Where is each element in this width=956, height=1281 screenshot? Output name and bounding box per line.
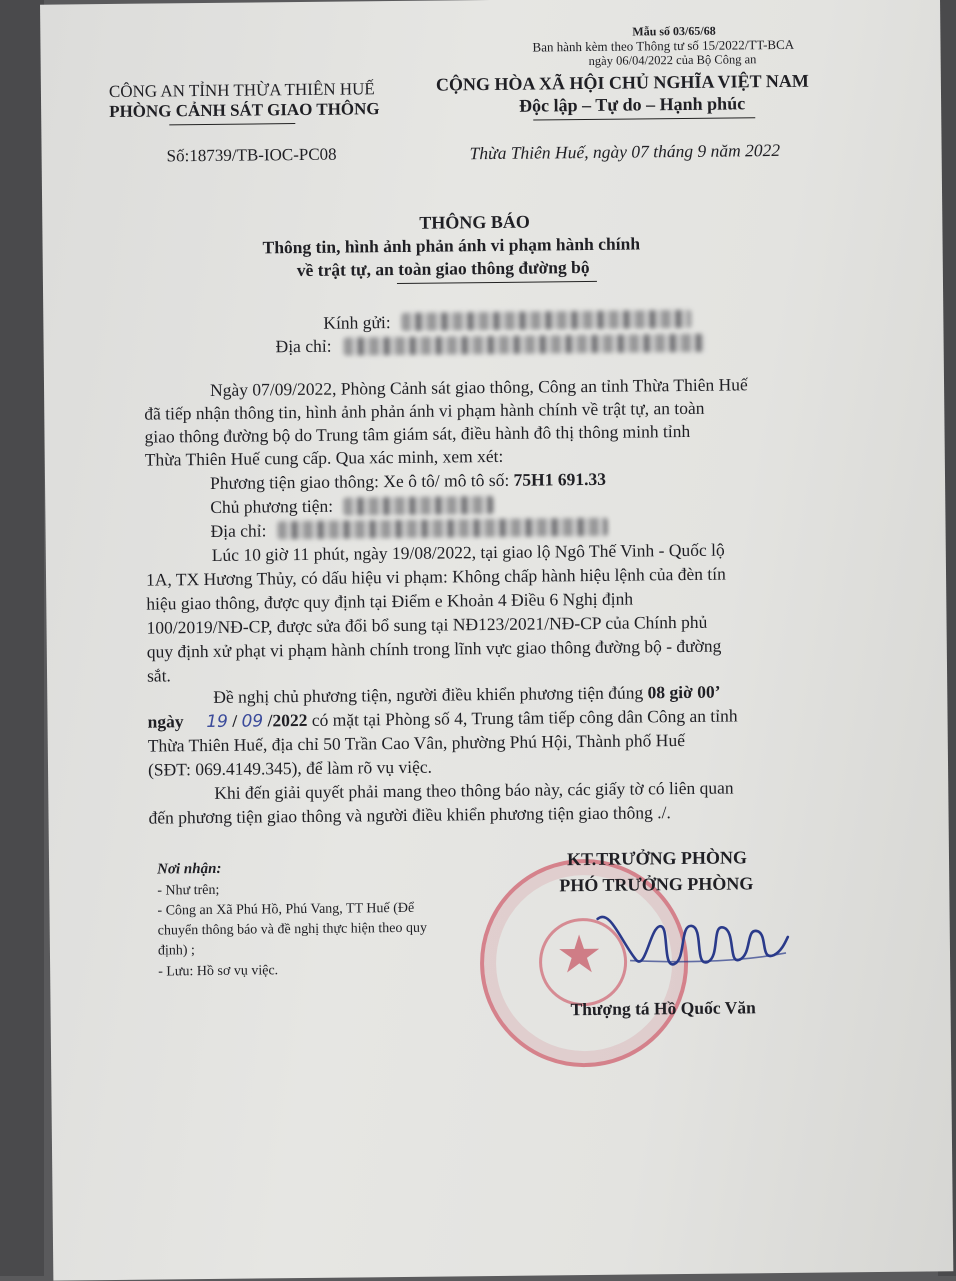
para3-line3: Thừa Thiên Huế, địa chỉ 50 Trần Cao Vân, phường Phú Hội, Thành phố Huế <box>147 730 686 756</box>
para1-line1: Ngày 07/09/2022, Phòng Cảnh sát giao thông, Công an tỉnh Thừa Thiên Huế <box>209 374 748 400</box>
recipient-redacted <box>401 310 691 331</box>
para1-line4: Thừa Thiên Huế cung cấp. Qua xác minh, xem xét: <box>144 445 504 470</box>
appointment-month-handwritten: 09 <box>241 711 264 732</box>
background-left <box>0 0 44 1276</box>
para2-line2: 1A, TX Hương Thủy, có dấu hiệu vi phạm: Không chấp hành hiệu lệnh của đèn tín <box>145 563 726 590</box>
vehicle-label: Phương tiện giao thông: Xe ô tô/ mô tô số: <box>209 469 510 493</box>
para1-line2: đã tiếp nhận thông tin, hình ảnh phản ánh vi phạm hành chính về trật tự, an toàn <box>144 397 705 424</box>
para2-line6: sắt. <box>146 665 171 686</box>
recipients-item-2b: chuyển thông báo và đề nghị thực hiện theo quy <box>157 920 428 939</box>
recipients-item-2c: định) ; <box>157 943 195 959</box>
para2-line3: hiệu giao thông, được quy định tại Điểm e Khoản 4 Điều 6 Nghị định <box>146 588 634 614</box>
agency-name: CÔNG AN TỈNH THỪA THIÊN HUẾ <box>108 79 375 101</box>
signer-name: Thượng tá Hồ Quốc Văn <box>570 997 756 1020</box>
para3-line2: ngày 19 / 09 /2022 có mặt tại Phòng số 4, Trung tâm tiếp công dân Công an tỉnh <box>147 705 738 733</box>
notice-subtitle-1: Thông tin, hình ảnh phản ánh vi phạm hành chính <box>262 233 641 258</box>
form-issued-line2: ngày 06/04/2022 của Bộ Công an <box>588 52 757 68</box>
notice-subtitle-2: về trật tự, an toàn giao thông đường bộ <box>296 256 590 281</box>
plate-number: 75H1 691.33 <box>513 468 607 490</box>
place-date: Thừa Thiên Huế, ngày 07 tháng 9 năm 2022 <box>469 139 781 164</box>
recipients-item-3: - Lưu: Hồ sơ vụ việc. <box>158 963 279 980</box>
recipients-title: Nơi nhận: <box>157 860 222 878</box>
agency-underline <box>169 123 295 125</box>
para3-line1 <box>213 682 720 708</box>
document-number: Số:18739/TB-IOC-PC08 <box>166 144 337 166</box>
para2-line4: 100/2019/NĐ-CP, được sửa đổi bổ sung tại NĐ123/2021/NĐ-CP của Chính phủ <box>146 611 708 638</box>
owner-address-redacted <box>277 518 607 540</box>
para4-line2: đến phương tiện giao thông và người điều khiển phương tiện giao thông ./. <box>148 802 671 828</box>
notice-title: THÔNG BÁO <box>419 211 530 233</box>
appointment-date-label: ngày <box>147 711 184 732</box>
recipient-address-label: Địa chỉ: <box>275 335 332 357</box>
para4-line1: Khi đến giải quyết phải mang theo thông báo này, các giấy tờ có liên quan <box>214 777 734 803</box>
appointment-year: /2022 <box>267 709 308 731</box>
signer-role-1: KT.TRƯỞNG PHÒNG <box>566 847 748 870</box>
recipient-address-redacted <box>344 334 704 356</box>
handwritten-signature <box>589 897 790 979</box>
agency-department: PHÒNG CẢNH SÁT GIAO THÔNG <box>109 99 380 121</box>
para2-line5: quy định xử phạt vi phạm hành chính trong lĩnh vực giao thông đường bộ - đường <box>146 635 722 662</box>
owner-label: Chủ phương tiện: <box>210 495 334 517</box>
star-icon: ★ <box>555 926 603 985</box>
para3-line2-text: có mặt tại Phòng số 4, Trung tâm tiếp công dân Công an tỉnh <box>311 705 738 730</box>
recipient-label: Kính gửi: <box>323 312 391 333</box>
form-code: Mẫu số 03/65/68 <box>632 23 716 39</box>
nation-motto: Độc lập – Tự do – Hạnh phúc <box>519 93 746 116</box>
signer-role-2: PHÓ TRƯỞNG PHÒNG <box>559 873 754 896</box>
nation-title: CỘNG HÒA XÃ HỘI CHỦ NGHĨA VIỆT NAM <box>435 70 809 95</box>
owner-redacted <box>343 496 493 516</box>
recipients-item-2a: - Công an Xã Phú Hồ, Phú Vang, TT Huế (Để <box>157 900 415 919</box>
title-underline <box>397 281 597 284</box>
appointment-day-handwritten: 19 <box>206 711 229 733</box>
vehicle-line <box>210 469 606 494</box>
motto-underline <box>533 117 755 120</box>
para1-line3: giao thông đường bộ do Trung tâm giám sát, điều hành đô thị thông minh tỉnh <box>144 420 691 447</box>
para3-text: Đề nghị chủ phương tiện, người điều khiển phương tiện đúng <box>213 682 644 707</box>
document-page <box>40 0 953 1281</box>
form-issued-line1: Ban hành kèm theo Thông tư số 15/2022/TT-BCA <box>532 36 795 55</box>
owner-address-label: Địa chỉ: <box>210 520 267 541</box>
para3-line4: (SĐT: 069.4149.345), để làm rõ vụ việc. <box>147 756 433 780</box>
para2-line1: Lúc 10 giờ 11 phút, ngày 19/08/2022, tại giao lộ Ngô Thế Vinh - Quốc lộ <box>211 539 725 565</box>
appointment-time: 08 giờ 00’ <box>647 681 721 703</box>
recipients-item-1: - Như trên; <box>157 882 220 899</box>
